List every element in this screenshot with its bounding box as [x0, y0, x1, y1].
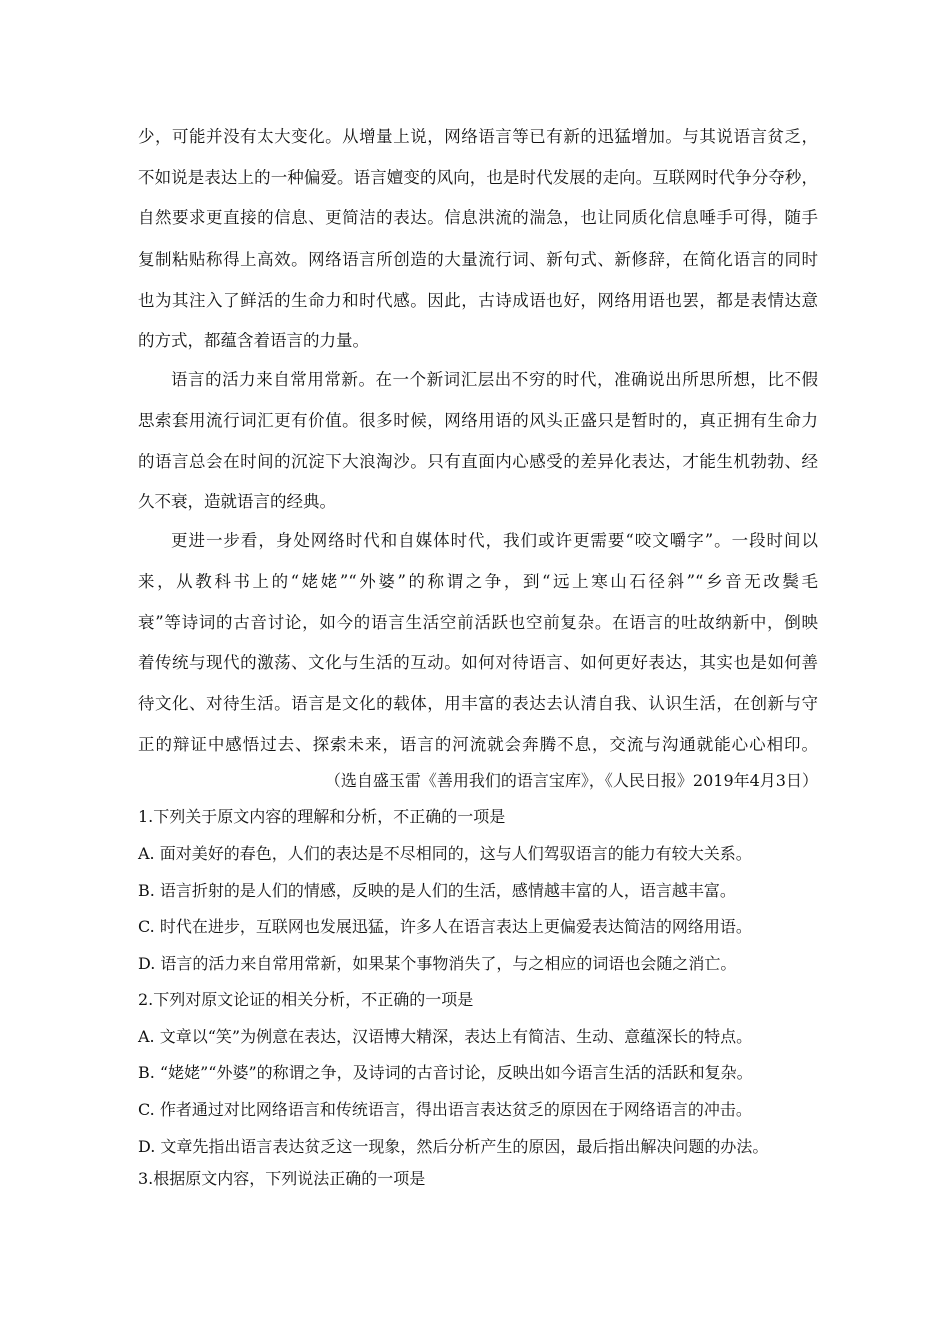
passage-line: 少，可能并没有太大变化。从增量上说，网络语言等已有新的迅猛增加。与其说语言贫乏，	[138, 127, 818, 146]
passage-line: 来，从教科书上的“姥姥”“外婆”的称谓之争，到“远上寒山石径斜”“乡音无改鬓毛	[138, 572, 818, 591]
passage-line: 的方式，都蕴含着语言的力量。	[138, 331, 369, 350]
passage-line: 的语言总会在时间的沉淀下大浪淘沙。只有直面内心感受的差异化表达，才能生机勃勃、经	[138, 452, 818, 471]
question-option: D. 文章先指出语言表达贫乏这一现象，然后分析产生的原因，最后指出解决问题的办法。	[138, 1137, 769, 1156]
passage-line: 衰”等诗词的古音讨论，如今的语言生活空前活跃也空前复杂。在语言的吐故纳新中，倒映	[138, 613, 818, 632]
passage-line: 思索套用流行词汇更有价值。很多时候，网络用语的风头正盛只是暂时的，真正拥有生命力	[138, 411, 818, 430]
question-option: D. 语言的活力来自常用常新，如果某个事物消失了，与之相应的词语也会随之消亡。	[138, 954, 737, 973]
passage-line: 复制粘贴称得上高效。网络语言所创造的大量流行词、新句式、新修辞，在简化语言的同时	[138, 250, 818, 269]
passage-line: 不如说是表达上的一种偏爱。语言嬗变的风向，也是时代发展的走向。互联网时代争分夺秒，	[138, 168, 818, 187]
question-stem: 1.下列关于原文内容的理解和分析，不正确的一项是	[138, 807, 506, 826]
question-stem: 2.下列对原文论证的相关分析，不正确的一项是	[138, 990, 474, 1009]
question-option: C. 时代在进步，互联网也发展迅猛，许多人在语言表达上更偏爱表达简洁的网络用语。	[138, 917, 752, 936]
source-citation: （选自盛玉雷《善用我们的语言宝库》，《人民日报》2019年4月3日）	[324, 771, 818, 790]
question-option: A. 文章以“笑”为例意在表达，汉语博大精深，表达上有简洁、生动、意蕴深长的特点。	[138, 1027, 753, 1046]
passage-line: 自然要求更直接的信息、更简洁的表达。信息洪流的湍急，也让同质化信息唾手可得，随手	[138, 208, 818, 227]
passage-line: 待文化、对待生活。语言是文化的载体，用丰富的表达去认清自我、认识生活，在创新与守	[138, 694, 818, 713]
question-stem: 3.根据原文内容，下列说法正确的一项是	[138, 1169, 426, 1188]
question-option: B. 语言折射的是人们的情感，反映的是人们的生活，感情越丰富的人，语言越丰富。	[138, 881, 736, 900]
passage-line: 也为其注入了鲜活的生命力和时代感。因此，古诗成语也好，网络用语也罢，都是表情达意	[138, 291, 818, 310]
question-option: B. “姥姥”“外婆”的称谓之争，及诗词的古音讨论，反映出如今语言生活的活跃和复杂。	[138, 1063, 753, 1082]
passage-line: 久不衰，造就语言的经典。	[138, 492, 336, 511]
passage-line: 正的辩证中感悟过去、探索未来，语言的河流就会奔腾不息，交流与沟通就能心心相印。	[138, 735, 818, 754]
question-option: C. 作者通过对比网络语言和传统语言，得出语言表达贫乏的原因在于网络语言的冲击。	[138, 1100, 752, 1119]
question-option: A. 面对美好的春色，人们的表达是不尽相同的，这与人们驾驭语言的能力有较大关系。	[138, 844, 752, 863]
passage-line: 更进一步看，身处网络时代和自媒体时代，我们或许更需要“咬文嚼字”。一段时间以	[171, 531, 818, 550]
passage-line: 着传统与现代的激荡、文化与生活的互动。如何对待语言、如何更好表达，其实也是如何善	[138, 653, 818, 672]
passage-line: 语言的活力来自常用常新。在一个新词汇层出不穷的时代，准确说出所思所想，比不假	[171, 370, 818, 389]
